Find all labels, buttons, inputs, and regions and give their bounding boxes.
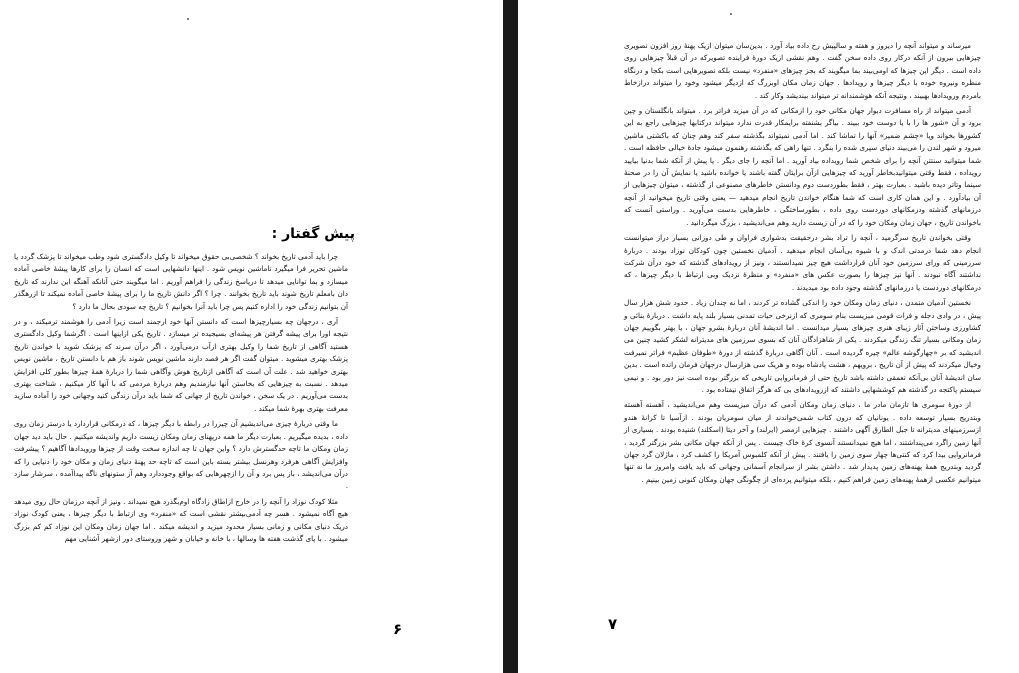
page-number: ۶ [393, 620, 403, 638]
left-page [0, 0, 503, 673]
book-gutter [503, 0, 518, 673]
scan-speck [187, 18, 189, 20]
paragraph: از دورهٔ سومری ها تازمان مادر ما ، دنیای زمان ومکان آدمی که درآن میزیست وهم می‌اندیشید ، آهسته آهسته وبتدریج بسیار توسعه داده . یونانیان که درون کتاب شمی‌خواندند از میان سومریان بودند . ازآسیا تا کرانهٔ هندو ازسرزمینهای مدیترانه تا جبل الطارق آگهی داشتند . چیزهایی ازمصر (ایرلند) و آخر دیتا (اسکلند) شنیده بودند . بسیاری از آنها زمین راگرد می‌پنداشتند ، اما هیچ نمیدانستند آنسوی کرهٔ خاک چیست . پس از آنکه جهان مکانی بشر بزرگتر گردید ، فرمانروایی بیدا کرد که کنتی‌ها چهار سوی زمین را یافتند . پیش از آنکه کلمبوس آمریکا را کشف کرد ، ماژلان گرد جهان گردید وبتدریج همهٔ پهنه‌های زمین پدیدار شد . داشتن بشر از سرانجام آسمانی وجهانی که باید یافت وامروز ما نه تنها میتوانیم عکسی ازهمهٔ پهنه‌های زمین فراهم کنیم ، بلکه میتوانیم پرده‌ای از چگونگی جهان ومکان کنونی زمین بینیم . [624, 400, 981, 484]
right-page-body [624, 40, 981, 617]
paragraph: ما وقتی دربارهٔ چیزی می‌اندیشیم آن چیزرا در رابطه با دیگر چیزها ، که درمکانی قراردارد یا درستر زمان روی داده ، بدیده میگیریم . بعبارت دیگر ما همه درپهنای زمان ومکان زیست داریم واندیشه میکنیم . حال باید دید جهان زمان ومکان ما تاچه حدگسترش دارد ؟ واین جهان تا چه اندازه سخت وقت از چیزها ورویدادها آگاهیم ؟ پیشرفت وافزایش آگاهی هرفرد وهرنسل بیشتر بسته باین است که تاچه حد پهنهٔ دنیای زمان و مکان خود را دنیایی را که درآن می‌اندیشد ، باز پس برد و آن را ازچهرهایی که بواقع وجوددارد وهم آز ستونهای ناگه پیداآمده ، سرشار سازد . [14, 419, 348, 491]
paragraph: آدمی میتواند از راه مسافرت دیوار جهان مکانی خود را ازمکانی که در آن میزید فراتر برد . میتواند بانگلستان و چین برود و آن «شور ها را با یا دوست خود ببیند . بیاگر بشنفته برایمکار قدرت ندارد میتواند درکتابها چیزهایی راجع به این کشورها بخواند ویا «چشم ضمیر» آنها را تماشا کند . اما آدمی نمیتواند بگذشته سفر کند وهم چنان که باکشتی ماشین میرود و شهر لندن را می‌بیند دنیای سپری شده را بنگرد . تنها راهی که بگذشته رهنمون میشود جادهٔ خیالی حافظه است . شما میتوانید سنتتن آنچه را برای شخص شما رویداده بیاد آورید . اما آنچه را جای دیگر . یا پیش از آنکه شما بدنیا بیایید رویداده ، فقط وقتی میتوانیدبخاطر آورید که چیزهایی ازآن برایتان گفته باشند یا خوانده باشید یا نمایش آن را در صحنهٔ سینما وتاتر دیده باشید . بعبارت بهتر ، فقط بطوردست دوم ودانستن خاطرهای مصنوعی از گذشته ، میتوان چیزهایی از آن بیادآورد . و این همان کاری است که شما هنگام خواندن تاریخ انجام میدهید — یعنی وقتی تاریخ میخوانید از آنچه درزمانهای گذشته ودرمکانهای دوردست روی داده ، بطورساختگی ، خاطرهایی بدست می‌آورید . وراستی آنست که باخواندن تاریخ ، جهان زمان ومکان خود را که در آن زیست دارید وهم می‌اندیشید ، بزرگ میگردانید . [624, 106, 981, 227]
paragraph: چرا باید آدمی تاریخ بخواند ؟ شخصی‌بی حقوق میخواند تا وکیل دادگستری شود وطب میخواند تا پزشک گردد یا ماشین تحریر فرا میگیرد تاماشین نویس شود . اینها دانشهایی است که انسان را برای کارها پیشهٔ خاصی آماده میسازد و بما توانایی میدهد تا درپاسخ زندگی را فراهم آوریم . اما میگویند حتی آنانکه آهنگه این ندارند که تاریخ دان بامعلم تاریخ شوند باید تاریخ بخوانند . چرا ؟ اگر دانش تاریخ ما را برای پیشهٔ خاصی آماده نمیکند تا ازرهگذر آن بتوانیم زندگی خود را اداره کنیم پس چرا باید آنرا بخوانیم ؟ تاریخ چه سودی بحال ما دارد ؟ [14, 252, 348, 311]
paragraph: مثلا کودک نوزاد را آنچه را در خارج ازاطاق زادگاه اوم‌بگذرد هیچ نمیداند . ونیز از آنچه درزمان حال روی میدهد هیچ آگاه نمیشود . هسر چه آدمی‌بیشتر نقشی است که «منفرد» وی ازتباط با دیگر چیزها ، یعنی کودک نوزاد دریک دنیای مکانی و زمانی بسیار محدود میزید و اندیشه میکند . اما جهان زمان ومکان این نوزاد کم کم بزرگ میشود . با پای گذشت هفته ها وسالها ، با خانه و خیابان و شهر وروستای دور ازشهر آشنایی مهم [14, 496, 348, 543]
page-heading: پیش گفتار : [271, 226, 355, 242]
paragraph: میرساند و میتواند آنچه را دیروز و هفته و سالپیش رخ داده بیاد آورد . بدین‌سان میتوان ازیک پهنهٔ روز افزون تصویری چیزهایی بیرون از آنکه درکار روی داده سخن گفت . وهم نقشی ازیک دورهٔ فراینده تصویرکه در آن قبلاً چیزهایی روی داده است . دیگر این چیزها که اومی‌بیند بما میگویند که بجز چیزهای «منفرد» نیست بلکه تصویرهایی است بکجا و درنگاه منظره ونیروه خوده با دیگر چیزها و رویدادها . جهان زمان مکان اوبزرگ که ازدیگر میشود وخود را میتواند درازخاط بامردم ورویدادها بهبیند ، ونتیجه آنکه هوشمندانه تر میتواند بیندیشد وکار کند . [624, 41, 981, 100]
scan-speck [730, 13, 732, 15]
page-number: ۷ [608, 615, 618, 633]
paragraph: وقتی بخواندن تاریخ سرگرمید ، آنچه را تراد بشر درحقیقت بدشواری فراوان و طی دوزانی بسیار دراز میتوانست انجام دهد شما درمدتی اندک و با شیوه بی‌آسان انجام میدهید . آدمیان نخستین چون کودکان نوزاد بودند . دربارهٔ سرزمینی که ورای سرزمین خود آنان قرارداشت هیچ چیز نمیدانستند ، ونیز از رویدادهای گذشته که خود درآن شرکت نداشتند آگاه نبودند . آنها نیز چیزها را بصورت عکس های «منفرد» و منظرهٔ نزدیک وبی ارتباط با دیگر چیزها ، که درمکانهای دوردست یا درزمانهای گذشته وجود داده بود میدیدند . [624, 233, 981, 292]
paragraph: آری ، درجهان چه بسیارچیزها است که دانستن آنها خود ارجمند است زیرا آدمی را هوشمند ترمیکند ، و در نتیجه اورا برای پیشه گرفتن هر پیشه‌ای بسیجیده تر میسازد . تاریخ یکی ازاینها است . اگرشما وکیل دادگستری هستید آگاهی از تاریخ شما را وکیل بهتری ازآب درمی‌آورد ، اگر درآن سرند که پزشک شوید با خواندن تاریخ پزشک بهتری میشوید . میتوان گفت اگر هر قصد دارند ماشین نویس شوند باز هم با دانستن تاریخ ، ماشین نویس بهتری خواهید شد . علت آن است که آگاهی ازتاریخ هوش وآگاهی شما را دربارهٔ همهٔ چیزها بطور کلی افزایش میدهد . نسبت به چیزهایی که بخاستن آنها نیازمندیم وهم دربارهٔ مردمی که با آنها کار میکنیم ، شناخت بهتری بدست می‌آوریم . در یک سخن ، خواندن تاریخ از جهانی که شما باید درآن زندگی کنید وجهانی خود را آماده سازید معرفت بهتری بهرهٔ شما میکند . [14, 317, 348, 413]
right-page [518, 0, 1019, 673]
paragraph: نخستین آدمیان متمدن ، دنیای زمان ومکان خود را اندکی گشاده تر کردند ، اما نه چندان زیاد . حدود شش هزار سال پیش ، در وادی دجله و فرات قومی میزیست بنام سومری که ازنرخی حیات تمدنی بسیار بلند پایه داشت . دربارهٔ بنائی و کشاورزی وساختن آثار زیبای هنری چیزهای بسیار میدانست . اما اندیشهٔ آنان دربارهٔ بشرو جهان ، یا بهتر بگوییم جهان زمان ومکانی بسیار تنگ زندگی میکردند . یکی از شاهزادگان آنان که بسوی سرزمین های مدیترانه لشکر کشید چنین می اندیشید که بر «چهارگوشه عالم» چیره گردیده است . آنان آگاهی دربارهٔ گذشته از دورهٔ «طوفان عظیم» فراتر نمیرفت وخیال میکردند که پیش از آن تاریخ ، برویهم ، هشت پادشاه بوده و هریک سی هزارسال درجهان فرمان رانده است . بدین سان اندیشهٔ آنان بی‌آنکه تعمقی داشته باشد تاریخ حتی از فرمانروایی تاریخی که بزرگتر بوده است نیز دور بود . و نیمی سیستم پاکتجه در گذشته هم کوششهایی داشتند که ازرویدادهای بی که هرگز اتفاق نیفتاده بود . [624, 298, 981, 394]
left-page-body [14, 251, 348, 623]
